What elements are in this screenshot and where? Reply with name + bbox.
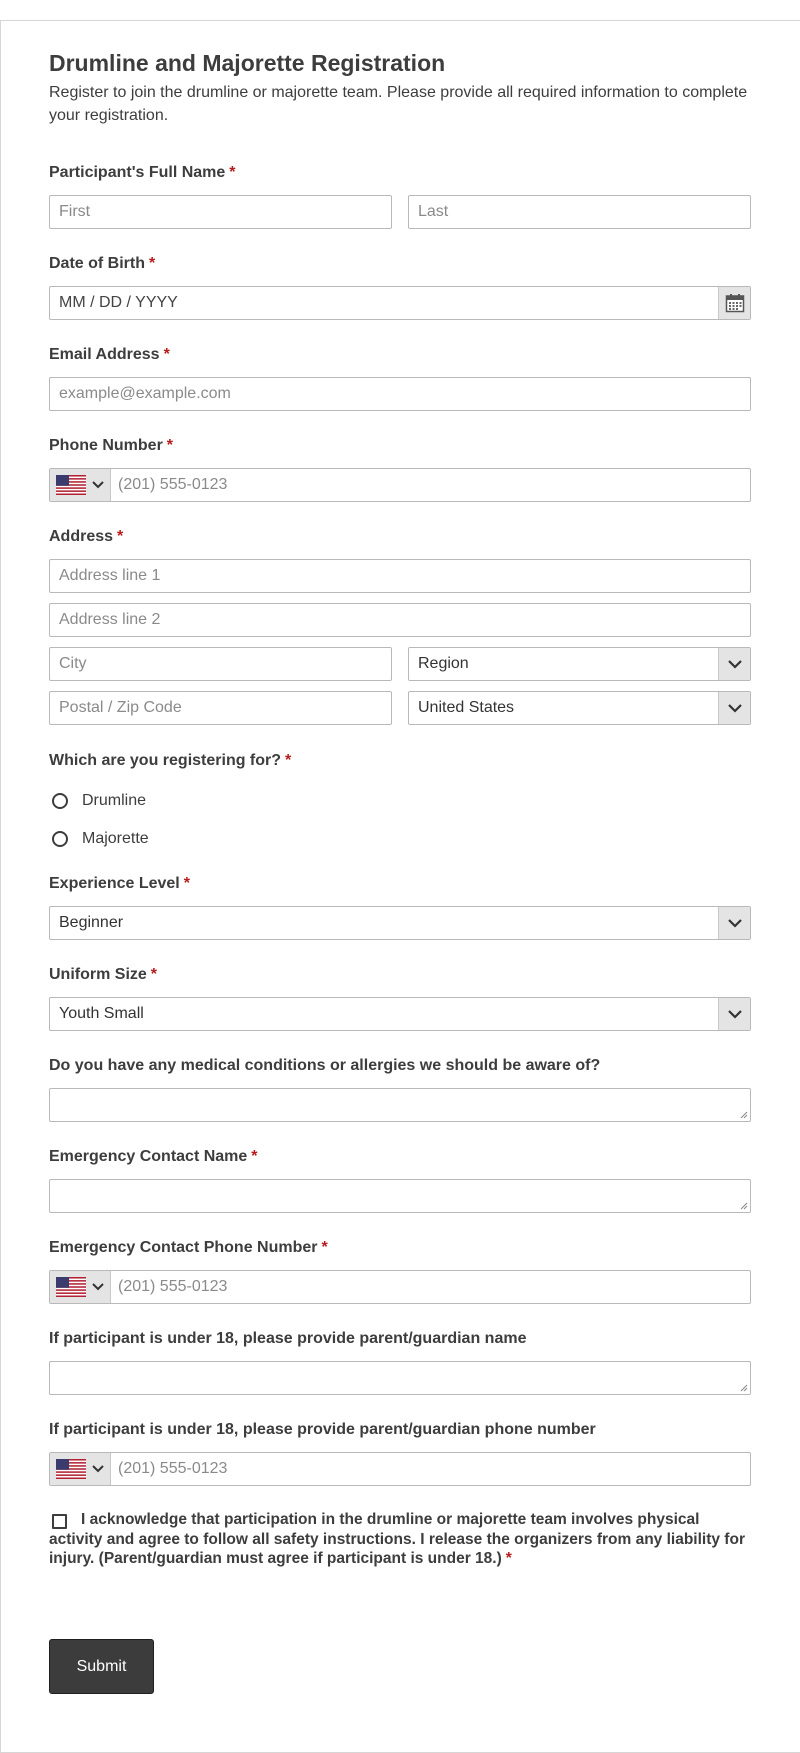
us-flag-icon	[56, 1277, 86, 1297]
form-title: Drumline and Majorette Registration	[49, 50, 446, 76]
city-input[interactable]	[59, 648, 391, 680]
country-selector[interactable]	[50, 469, 111, 501]
country-dropdown-button[interactable]	[718, 692, 750, 724]
radio-button[interactable]	[52, 831, 68, 847]
region-select[interactable]	[408, 647, 751, 681]
region-dropdown-button[interactable]	[718, 648, 750, 680]
email-field[interactable]	[49, 377, 751, 411]
radio-option-majorette[interactable]	[52, 830, 149, 848]
chevron-down-icon	[728, 919, 742, 928]
chevron-down-icon	[728, 660, 742, 669]
region-value: Region	[418, 655, 469, 672]
address-label: Address *	[49, 528, 124, 545]
emergency-phone-placeholder[interactable]: (201) 555-0123	[118, 1278, 228, 1295]
medical-textarea[interactable]	[49, 1088, 751, 1122]
postal-field[interactable]	[49, 691, 392, 725]
country-select[interactable]	[408, 691, 751, 725]
phone-field[interactable]	[49, 468, 751, 502]
chevron-down-icon	[728, 1010, 742, 1019]
emergency-phone-label: Emergency Contact Phone Number *	[49, 1239, 328, 1256]
radio-label: Drumline	[82, 792, 147, 809]
first-name-field[interactable]	[49, 195, 392, 229]
guardian-phone-label: If participant is under 18, please provide parent/guardian phone number	[49, 1421, 596, 1438]
guardian-phone-field[interactable]	[49, 1452, 751, 1486]
resize-grip-icon	[740, 1111, 748, 1119]
country-selector[interactable]	[50, 1453, 111, 1485]
emergency-name-textarea[interactable]	[49, 1179, 751, 1213]
resize-grip-icon	[740, 1384, 748, 1392]
phone-placeholder[interactable]: (201) 555-0123	[118, 476, 228, 493]
chevron-down-icon	[728, 704, 742, 713]
experience-select[interactable]	[49, 906, 751, 940]
phone-label: Phone Number *	[49, 437, 174, 454]
calendar-icon	[725, 293, 745, 313]
consent-label: I acknowledge that participation in the drumline or majorette team involves physical activity and agree to follow all safety instructions. I release the organizers from any liability for injury. (Parent/guardian must agree if participant is under 18.) *	[49, 1511, 745, 1567]
us-flag-icon	[56, 1459, 86, 1479]
chevron-down-icon	[92, 1465, 104, 1473]
emergency-name-label: Emergency Contact Name *	[49, 1148, 258, 1165]
chevron-down-icon	[92, 1283, 104, 1291]
last-name-input[interactable]	[418, 196, 750, 228]
guardian-phone-placeholder[interactable]: (201) 555-0123	[118, 1460, 228, 1477]
emergency-phone-field[interactable]	[49, 1270, 751, 1304]
guardian-name-textarea[interactable]	[49, 1361, 751, 1395]
radio-button[interactable]	[52, 793, 68, 809]
us-flag-icon	[56, 475, 86, 495]
last-name-field[interactable]	[408, 195, 751, 229]
experience-dropdown-button[interactable]	[718, 907, 750, 939]
guardian-name-label: If participant is under 18, please provide parent/guardian name	[49, 1330, 527, 1347]
first-name-input[interactable]	[59, 196, 391, 228]
dob-placeholder: MM / DD / YYYY	[59, 294, 178, 311]
medical-label: Do you have any medical conditions or allergies we should be aware of?	[49, 1057, 601, 1074]
uniform-label: Uniform Size *	[49, 966, 158, 983]
radio-label: Majorette	[82, 830, 149, 847]
experience-label: Experience Level *	[49, 875, 190, 892]
full-name-label: Participant's Full Name *	[49, 164, 236, 181]
country-selector[interactable]	[50, 1271, 111, 1303]
city-field[interactable]	[49, 647, 392, 681]
submit-button[interactable]: Submit	[49, 1639, 154, 1694]
postal-input[interactable]	[59, 692, 391, 724]
dob-field[interactable]	[49, 286, 751, 320]
radio-option-drumline[interactable]	[52, 792, 146, 810]
address-line2-input[interactable]	[59, 604, 750, 636]
country-value: United States	[418, 699, 515, 716]
form-description: Register to join the drumline or majorette team. Please provide all required information to complete your registration.	[49, 84, 748, 124]
dob-label: Date of Birth *	[49, 255, 156, 272]
resize-grip-icon	[740, 1202, 748, 1210]
registering-for-label: Which are you registering for? *	[49, 752, 292, 769]
uniform-select[interactable]	[49, 997, 751, 1031]
email-label: Email Address *	[49, 346, 170, 363]
experience-value: Beginner	[59, 914, 124, 931]
uniform-dropdown-button[interactable]	[718, 998, 750, 1030]
uniform-value: Youth Small	[59, 1005, 144, 1022]
address-line2-field[interactable]	[49, 603, 751, 637]
email-input[interactable]	[59, 378, 750, 410]
address-line1-input[interactable]	[59, 560, 750, 592]
chevron-down-icon	[92, 481, 104, 489]
address-line1-field[interactable]	[49, 559, 751, 593]
calendar-button[interactable]	[718, 287, 750, 319]
